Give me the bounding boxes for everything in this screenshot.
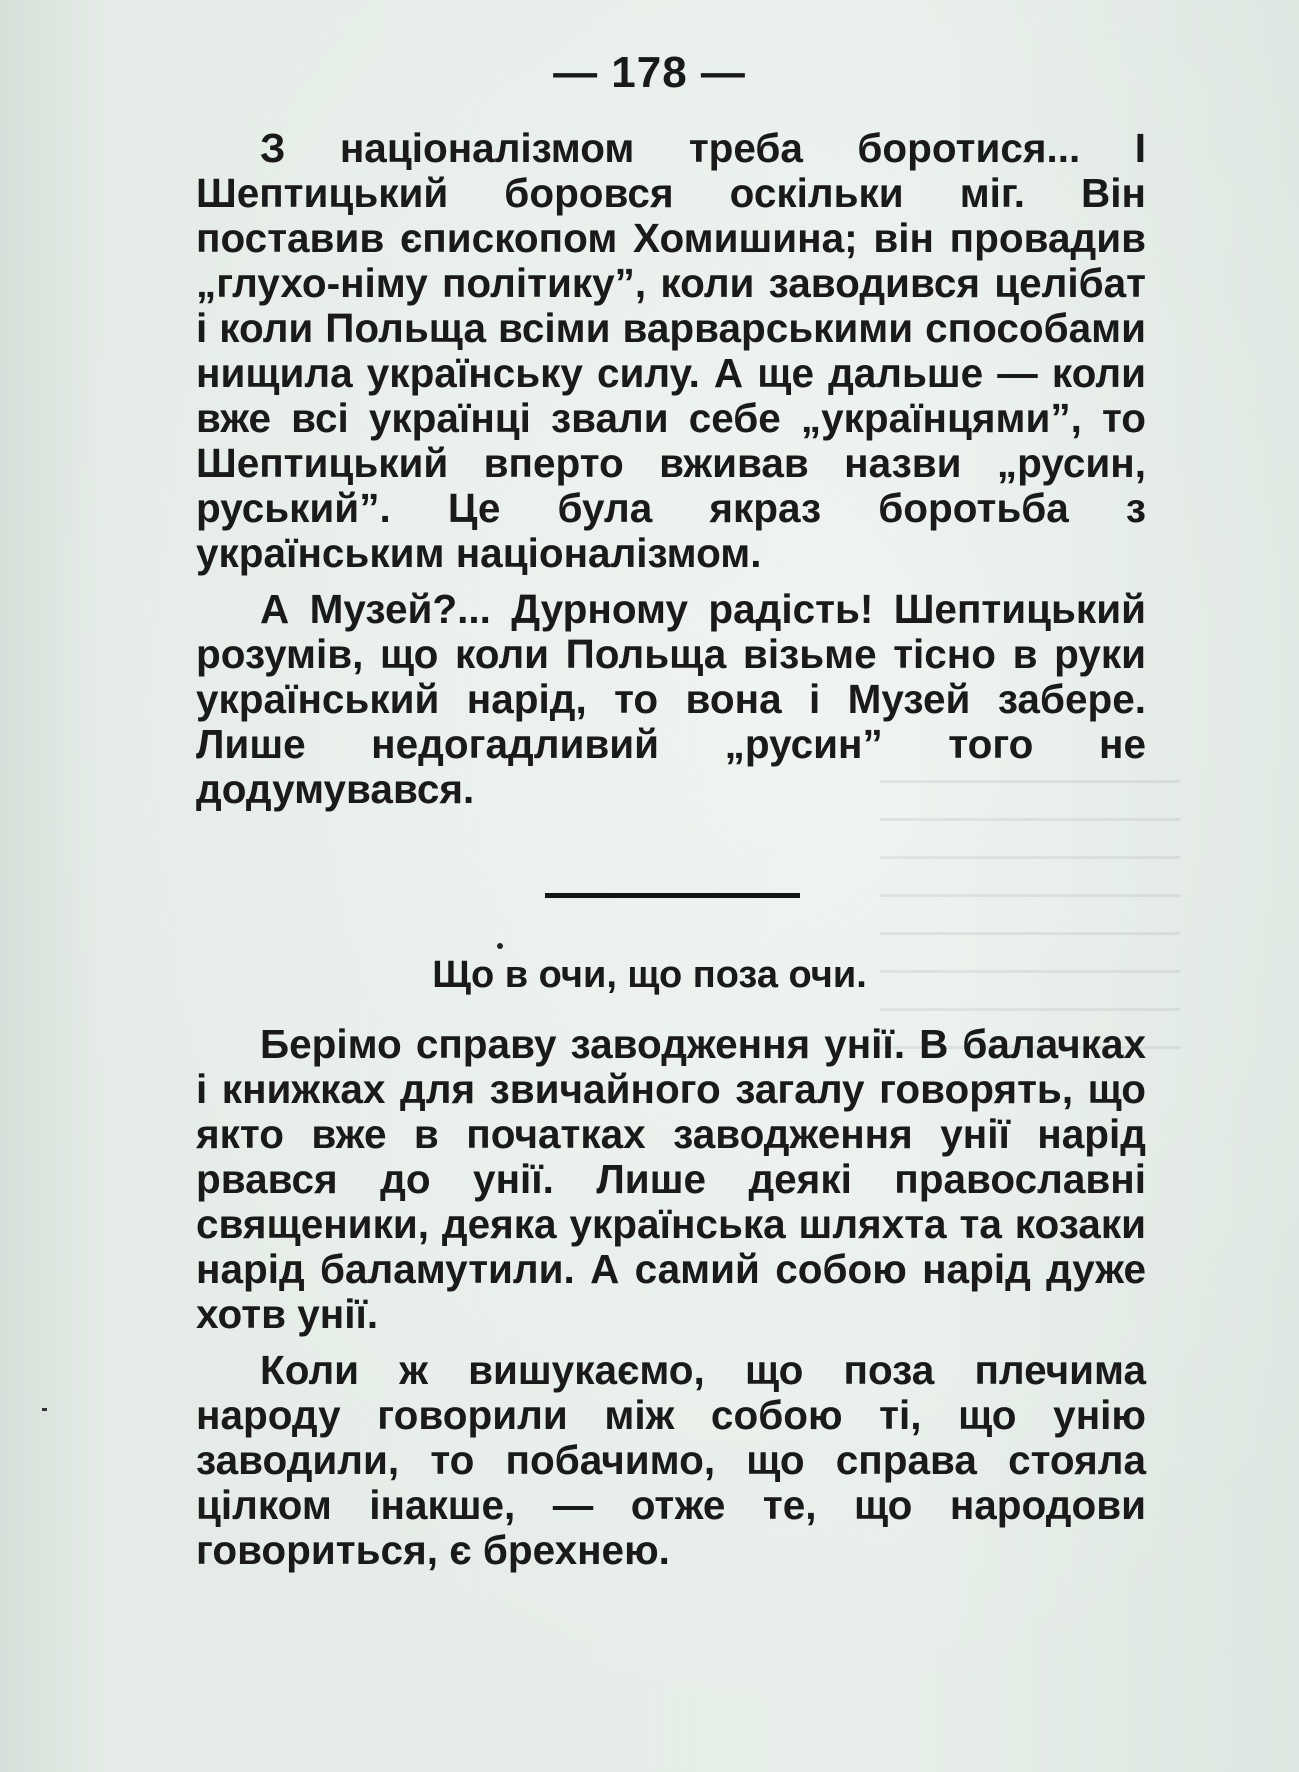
page-number: — 178 — bbox=[553, 48, 746, 97]
paragraph: А Музей?... Дурному радість! Шептицький розумів, що коли Польща візьме тісно в руки український нарід, то вона і Музей забере. Лише недогадливий „русин” того не додумувався. bbox=[196, 586, 1146, 812]
section-2-text bbox=[196, 1022, 1146, 1573]
paragraph: Берімо справу заводження унії. В балачках і книжках для звичайного загалу говорять, що якто вже в початках заводження унії нарід рвався до унії. Лише деякі православні священики, деяка українська шляхта та козаки нарід баламутили. А самий собою нарід дуже хотв унії. bbox=[196, 1021, 1146, 1337]
section-1-text bbox=[196, 126, 1146, 812]
paragraph: З націоналізмом треба боротися... І Шептицький боровся оскільки міг. Він поставив єпископом Хомишина; він провадив „глухо-німу політику”, коли заводився целібат і коли Польща всіми варварськими способами нищила українську силу. А ще дальше — коли вже всі українці звали себе „українцями”, то Шептицький вперто вживав назви „русин, руський”. Це була якраз боротьба з українським націоналізмом. bbox=[196, 125, 1146, 576]
paragraph: Коли ж вишукаємо, що поза плечима народу говорили між собою ті, що унію заводили, то побачимо, що справа стояла цілком інакше, — отже те, що народови говориться, є брехнею. bbox=[196, 1347, 1146, 1573]
section-divider bbox=[545, 893, 800, 898]
section-heading: Що в очи, що поза очи. bbox=[432, 954, 867, 996]
print-speck bbox=[497, 943, 503, 949]
margin-mark bbox=[42, 1408, 47, 1411]
